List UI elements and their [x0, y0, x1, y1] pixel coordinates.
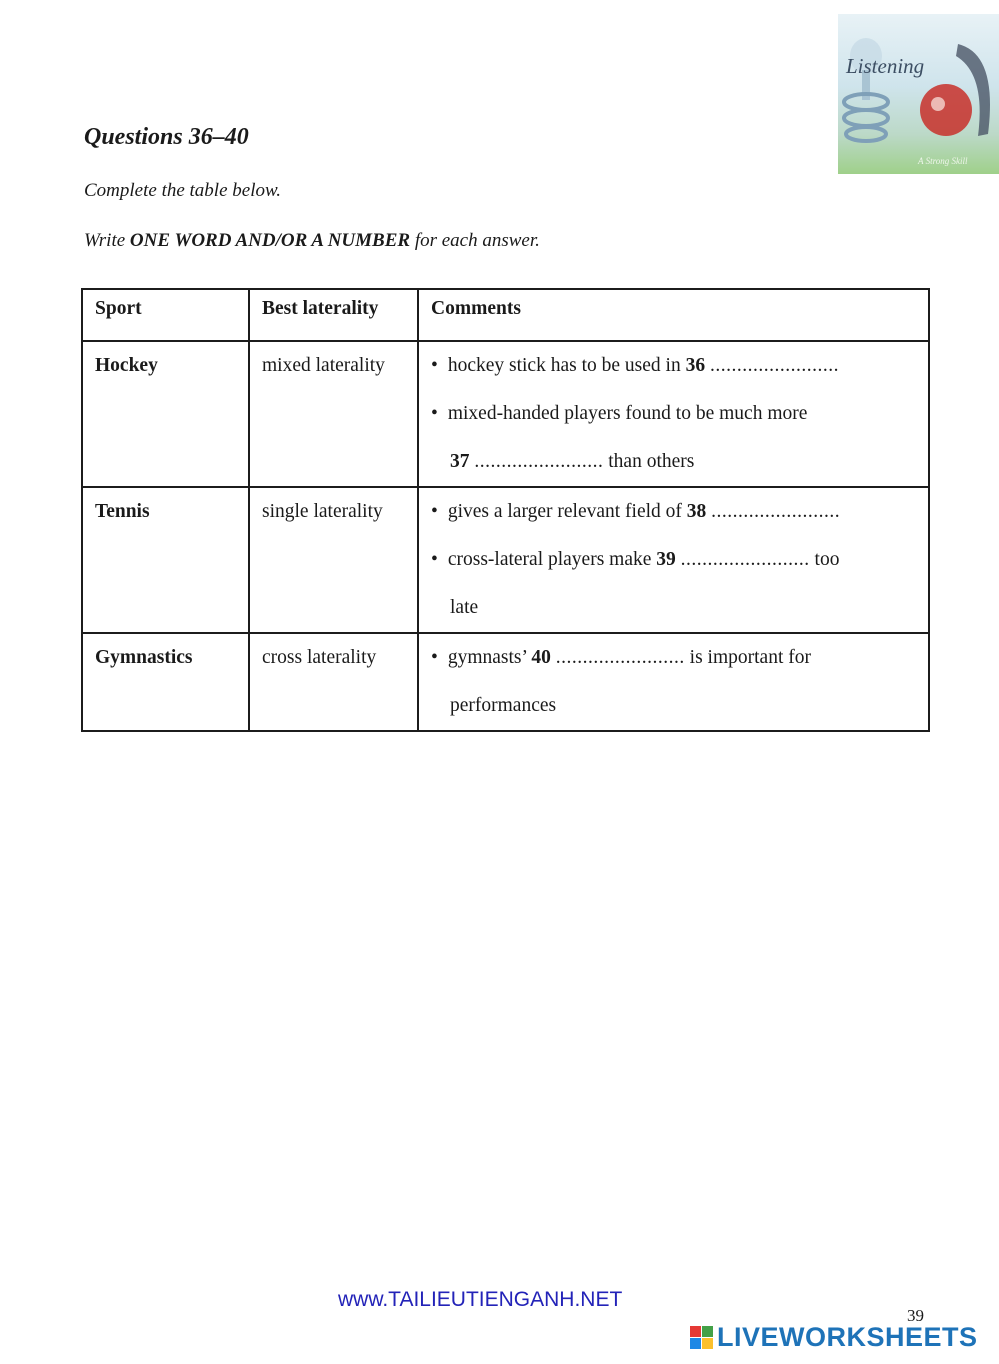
comments-cell — [418, 487, 929, 633]
comment-continuation: 37 ........................ than others — [450, 451, 695, 472]
instruction-complete-table: Complete the table below. — [84, 180, 281, 201]
answer-blank-38[interactable]: ........................ — [711, 501, 841, 522]
instruction-word-limit: Write ONE WORD AND/OR A NUMBER for each answer. — [84, 230, 540, 251]
liveworksheets-logo-icon — [690, 1326, 713, 1349]
comment-item: • mixed-handed players found to be much more — [431, 390, 916, 438]
brand-name: LIVEWORKSHEETS — [717, 1322, 978, 1352]
laterality-cell: single laterality — [249, 487, 418, 633]
comments-cell — [418, 341, 929, 487]
question-number: 37 — [450, 451, 470, 472]
badge-label: Listening — [846, 54, 925, 78]
website-link[interactable]: www.TAILIEUTIENGANH.NET — [338, 1288, 623, 1311]
page-number: 39 — [907, 1306, 924, 1325]
laterality-cell: mixed laterality — [249, 341, 418, 487]
questions-heading: Questions 36–40 — [84, 124, 249, 150]
answer-blank-39[interactable]: ........................ — [680, 549, 810, 570]
sport-cell: Hockey — [82, 341, 249, 487]
badge-tagline: A Strong Skill — [918, 156, 968, 166]
comment-continuation: performances — [450, 695, 557, 716]
answer-blank-36[interactable]: ........................ — [709, 355, 839, 376]
laterality-table — [81, 288, 930, 732]
listening-badge — [838, 14, 999, 174]
header-best-laterality: Best laterality — [249, 289, 418, 341]
listening-illustration-icon — [838, 14, 999, 174]
question-number: 38 — [686, 501, 707, 522]
header-comments: Comments — [418, 289, 929, 341]
table-row — [82, 487, 929, 633]
question-number: 36 — [685, 355, 706, 376]
answer-blank-40[interactable]: ........................ — [555, 647, 685, 668]
question-number: 39 — [656, 549, 676, 570]
comment-item: • hockey stick has to be used in 36 ........................ — [431, 342, 916, 390]
header-sport: Sport — [82, 289, 249, 341]
comments-cell — [418, 633, 929, 731]
laterality-cell: cross laterality — [249, 633, 418, 731]
sport-cell: Tennis — [82, 487, 249, 633]
question-number: 40 — [531, 647, 551, 668]
sport-cell: Gymnastics — [82, 633, 249, 731]
answer-blank-37[interactable]: ........................ — [474, 451, 604, 472]
table-row — [82, 633, 929, 731]
comment-item: • gymnasts’ 40 ........................ is important for — [431, 634, 916, 682]
comment-item: • cross-lateral players make 39 ........................ too — [431, 536, 916, 584]
word-limit-emphasis: ONE WORD AND/OR A NUMBER — [129, 230, 411, 251]
comment-continuation: late — [450, 597, 479, 618]
table-row — [82, 341, 929, 487]
comment-item: • gives a larger relevant field of 38 ........................ — [431, 488, 916, 536]
liveworksheets-brand[interactable] — [690, 1322, 978, 1353]
table-header-row — [82, 289, 929, 341]
